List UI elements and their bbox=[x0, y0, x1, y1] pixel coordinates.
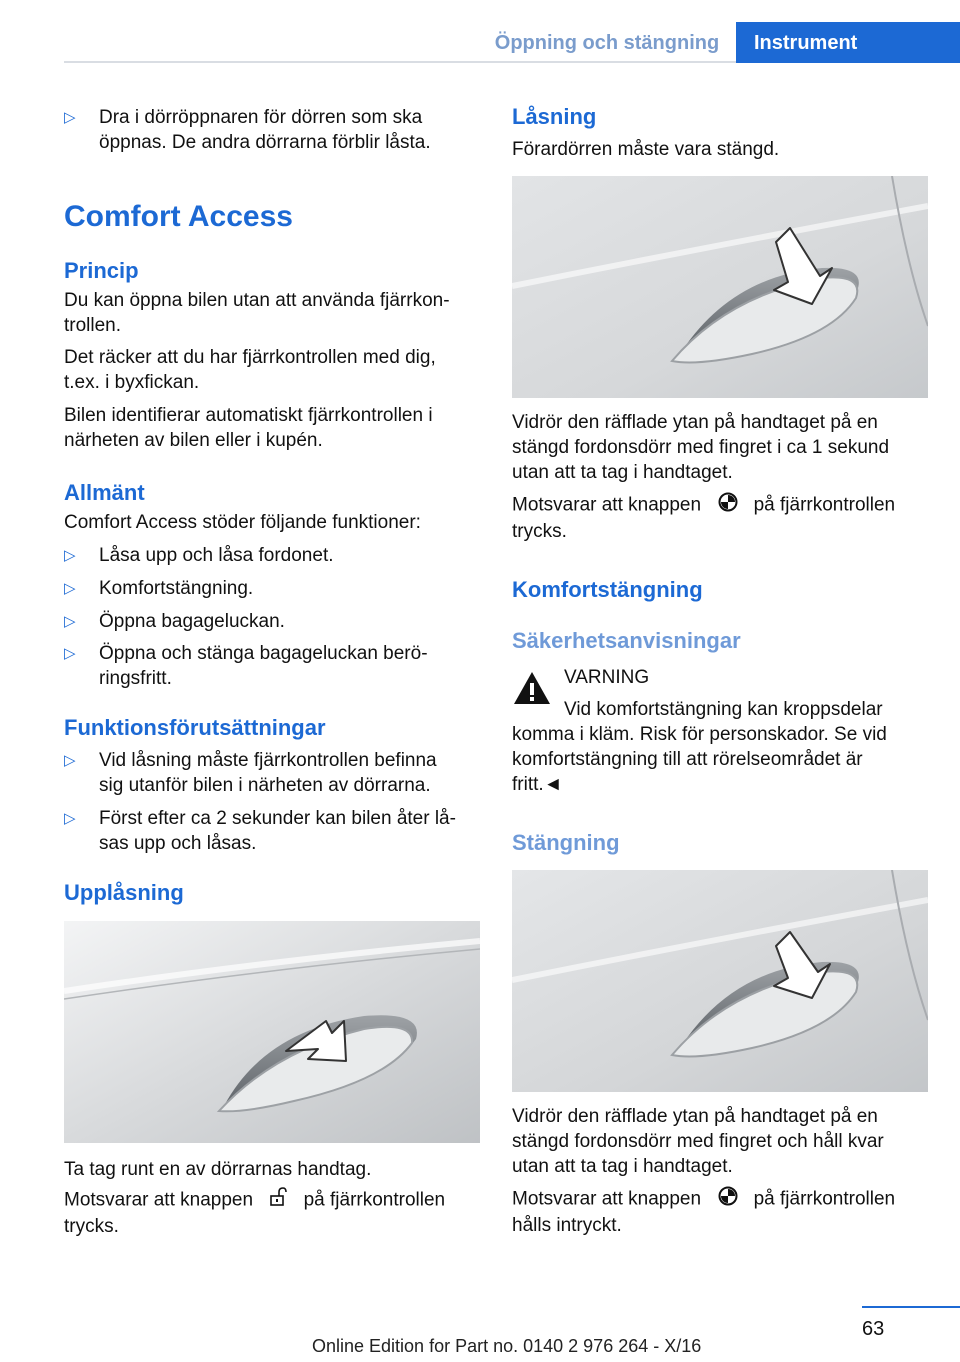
heading-sakerhetsanvisningar: Säkerhetsanvisningar bbox=[512, 628, 741, 653]
list-item: ▷ Öppna och stänga bagageluckan berö- ringsfritt. bbox=[64, 643, 428, 689]
paragraph: Det räcker att du har fjärrkontrollen med dig, t.ex. i byxfickan. bbox=[64, 347, 436, 393]
bullet-triangle-icon: ▷ bbox=[64, 613, 76, 630]
list-item: ▷ Öppna bagageluckan. bbox=[64, 611, 285, 632]
door-handle-photo bbox=[512, 870, 928, 1092]
header-rule-accent bbox=[736, 61, 960, 63]
paragraph: Bilen identifierar automatiskt fjärrkontrollen i närheten av bilen eller i kupén. bbox=[64, 405, 433, 451]
bmw-lock-icon bbox=[718, 1186, 738, 1213]
heading-princip: Princip bbox=[64, 258, 139, 283]
warning-label: VARNING bbox=[564, 667, 650, 688]
door-handle-photo bbox=[64, 921, 480, 1143]
heading-upplasning: Upplåsning bbox=[64, 880, 184, 905]
section-title: Öppning och stängning bbox=[494, 32, 720, 54]
unlock-icon bbox=[268, 1187, 288, 1214]
bullet-triangle-icon: ▷ bbox=[64, 547, 76, 564]
bmw-lock-icon bbox=[718, 492, 738, 519]
warning-triangle-icon bbox=[512, 668, 552, 708]
bullet-triangle-icon: ▷ bbox=[64, 752, 76, 769]
footer-rule bbox=[862, 1306, 960, 1308]
door-handle-photo bbox=[512, 176, 928, 398]
list-item: ▷ Dra i dörröppnaren för dörren som ska öppnas. De andra dörrarna förblir låsta. bbox=[64, 107, 431, 153]
chapter-tab: Instrument bbox=[736, 22, 960, 62]
bullet-triangle-icon: ▷ bbox=[64, 109, 76, 126]
warning-text: komma i kläm. Risk för personskador. Se vid komfortstängning till att rörelseområdet är fritt.◄ bbox=[512, 724, 887, 795]
page-header bbox=[0, 0, 960, 62]
bullet-triangle-icon: ▷ bbox=[64, 810, 76, 827]
paragraph: Comfort Access stöder följande funktioner: bbox=[64, 512, 421, 533]
heading-allmant: Allmänt bbox=[64, 480, 145, 505]
warning-text: Vid komfortstängning kan kroppsdelar bbox=[564, 699, 883, 720]
list-item: ▷ Låsa upp och låsa fordonet. bbox=[64, 545, 334, 566]
list-item: ▷ Komfortstängning. bbox=[64, 578, 254, 599]
page-number: 63 bbox=[862, 1318, 885, 1340]
paragraph: Ta tag runt en av dörrarnas handtag. bbox=[64, 1159, 372, 1180]
list-item: ▷ Vid låsning måste fjärrkontrollen befinna sig utanför bilen i närheten av dörrarna. bbox=[64, 750, 437, 796]
paragraph: Motsvarar att knappen på fjärrkontrollen trycks. bbox=[64, 1187, 480, 1239]
paragraph: Vidrör den räfflade ytan på handtaget på en stängd fordonsdörr med fingret och håll kvar utan att ta tag i handtaget. bbox=[512, 1106, 884, 1177]
heading-stangning: Stängning bbox=[512, 830, 620, 855]
paragraph: Motsvarar att knappen på fjärrkontrollen trycks. bbox=[512, 492, 928, 544]
heading-komfortstangning: Komfortstängning bbox=[512, 577, 703, 602]
bullet-triangle-icon: ▷ bbox=[64, 580, 76, 597]
paragraph: Motsvarar att knappen på fjärrkontrollen hålls intryckt. bbox=[512, 1186, 928, 1238]
heading-funktionsforutsattningar: Funktionsförutsättningar bbox=[64, 715, 326, 740]
paragraph: Du kan öppna bilen utan att använda fjärrkon- trollen. bbox=[64, 290, 450, 336]
edition-footer: Online Edition for Part no. 0140 2 976 264 - X/16 bbox=[312, 1336, 702, 1356]
heading-lasning: Låsning bbox=[512, 104, 597, 129]
paragraph: Förardörren måste vara stängd. bbox=[512, 139, 780, 160]
paragraph: Vidrör den räfflade ytan på handtaget på en stängd fordonsdörr med fingret i ca 1 sekund utan att ta tag i handtaget. bbox=[512, 412, 890, 483]
list-item: ▷ Först efter ca 2 sekunder kan bilen åter lå- sas upp och låsas. bbox=[64, 808, 456, 854]
bullet-triangle-icon: ▷ bbox=[64, 645, 76, 662]
page-title: Comfort Access bbox=[64, 200, 293, 233]
